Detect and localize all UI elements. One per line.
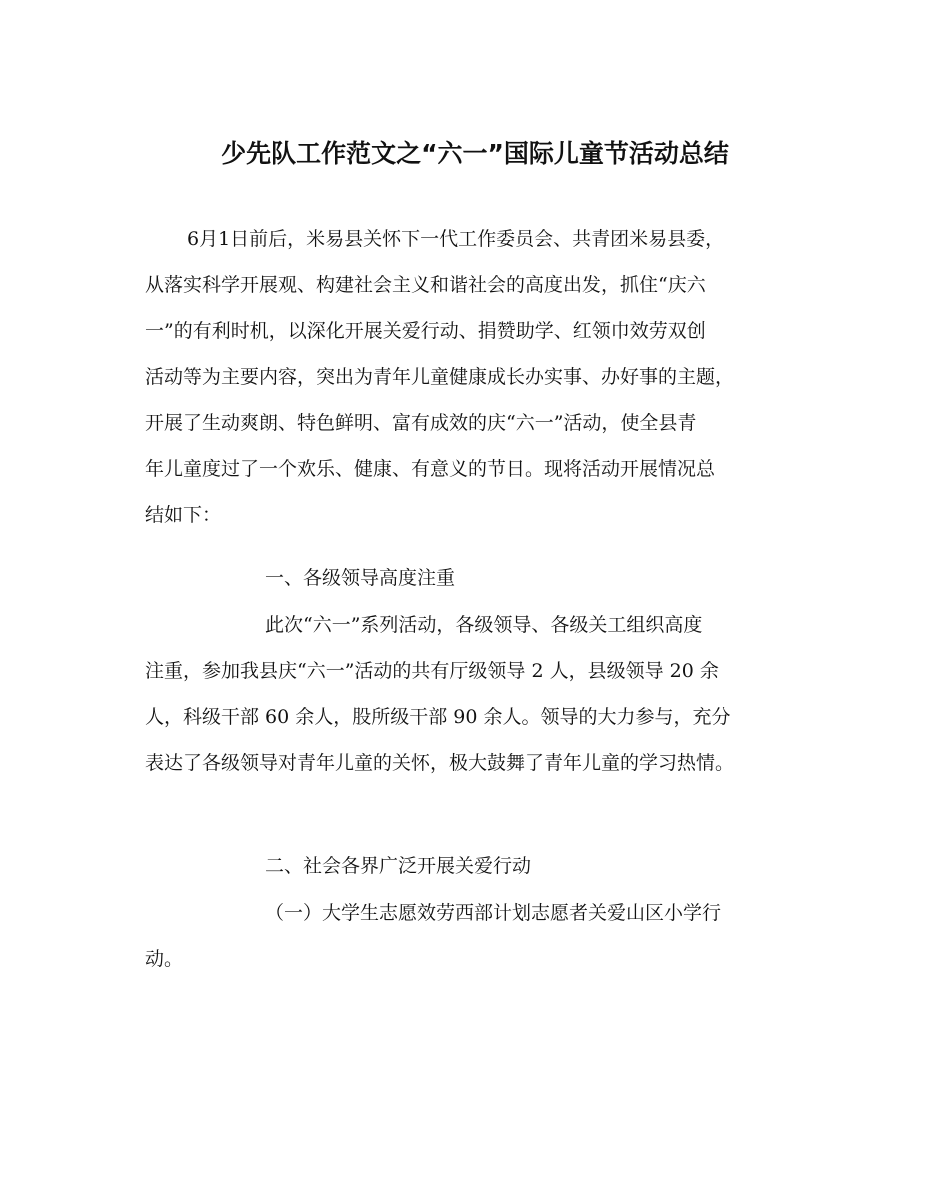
text-line: 6月1日前后，米易县关怀下一代工作委员会、共青团米易县委， [187, 228, 725, 250]
document-title: 少先队工作范文之“六一”国际儿童节活动总结 [221, 139, 729, 168]
text-line: 一”的有利时机，以深化开展关爱行动、捐赞助学、红领巾效劳双创 [145, 320, 706, 342]
section-heading-1 [145, 555, 810, 601]
paragraph-intro [145, 216, 810, 538]
text-line: 开展了生动爽朗、特色鲜明、富有成效的庆“六一”活动，使全县青 [145, 412, 697, 434]
text-line: 人，科级干部 60 余人，股所级干部 90 余人。领导的大力参与，充分 [145, 706, 731, 728]
text-line: 活动等为主要内容，突出为青年儿童健康成长办实事、办好事的主题， [145, 366, 735, 388]
text-line: 从落实科学开展观、构建社会主义和谐社会的高度出发，抓住“庆六 [145, 274, 706, 296]
paragraph-leadership [145, 602, 810, 786]
section-heading-2 [145, 843, 810, 889]
heading-text: 一、各级领导高度注重 [265, 567, 456, 589]
heading-text: 二、社会各界广泛开展关爱行动 [265, 855, 532, 877]
text-line: 结如下： [145, 504, 222, 526]
text-line: （一）大学生志愿效劳西部计划志愿者关爱山区小学行 [265, 902, 722, 924]
text-line: 动。 [145, 948, 184, 970]
text-line: 表达了各级领导对青年儿童的关怀，极大鼓舞了青年儿童的学习热情。 [145, 752, 735, 774]
text-line: 此次“六一”系列活动，各级领导、各级关工组织高度 [265, 614, 703, 636]
text-line: 年儿童度过了一个欢乐、健康、有意义的节日。现将活动开展情况总 [145, 458, 716, 480]
paragraph-volunteers [145, 890, 810, 982]
text-line: 注重，参加我县庆“六一”活动的共有厅级领导 2 人，县级领导 20 余 [145, 660, 719, 682]
